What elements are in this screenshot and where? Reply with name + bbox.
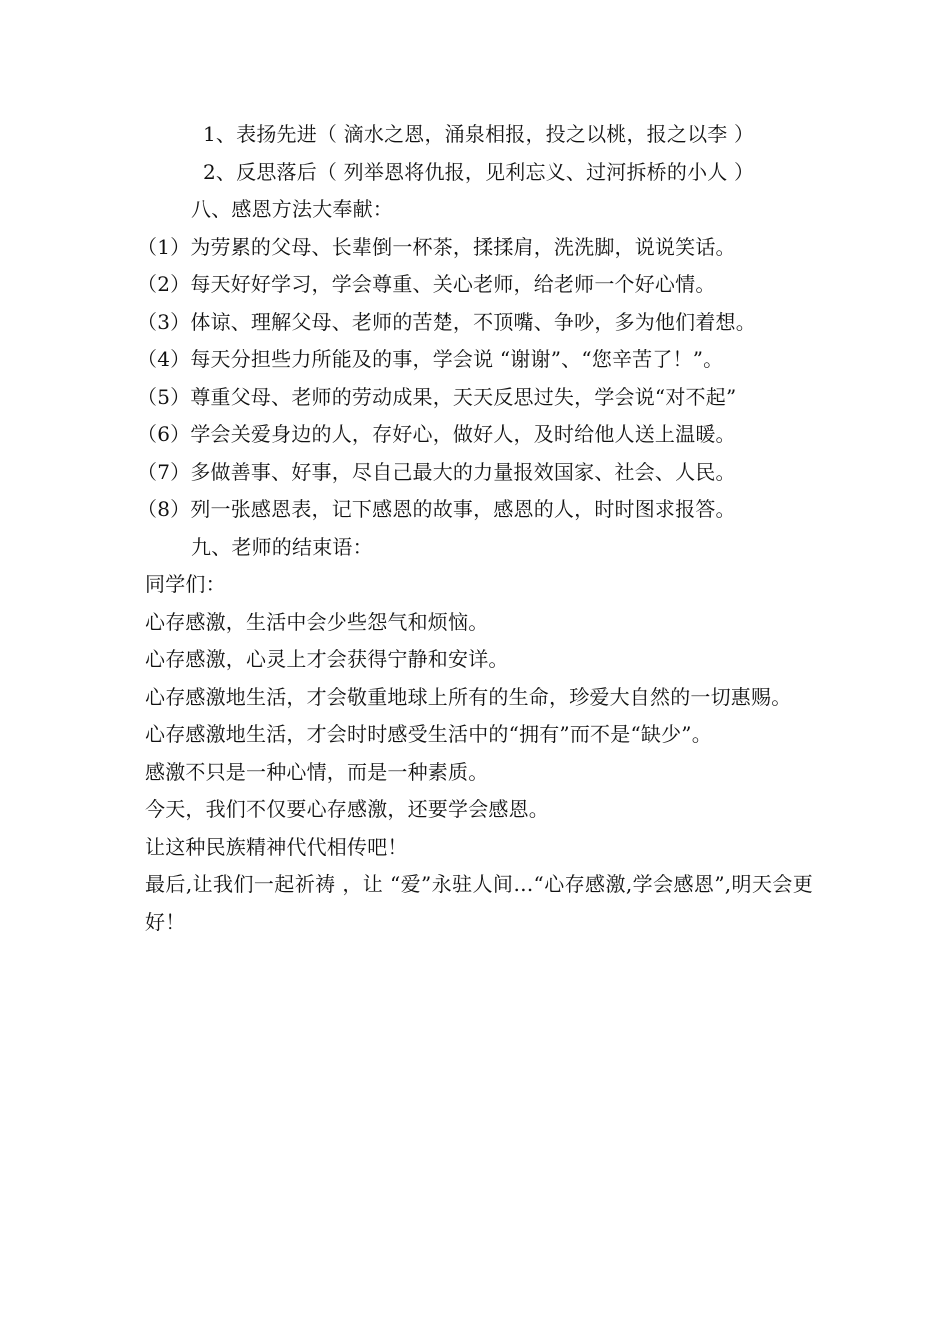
method-item: （1）为劳累的父母、长辈倒一杯茶，揉揉肩，洗洗脚，说说笑话。 [137,234,736,259]
method-item: （5）尊重父母、老师的劳动成果，天天反思过失，学会说“对不起” [137,384,737,409]
method-item: （4）每天分担些力所能及的事，学会说 “谢谢”、“您辛苦了！”。 [137,347,724,371]
section-9-heading: 九、老师的结束语： [191,534,373,559]
section-8-heading: 八、感恩方法大奉献： [191,197,393,221]
closing-line: 最后,让我们一起祈祷 ，让 “爱”永驻人间…“心存感激,学会感恩”,明天会更好！ [145,872,813,934]
method-item: （7）多做善事、好事，尽自己最大的力量报效国家、社会、人民。 [137,459,736,484]
closing-line: 心存感激，心灵上才会获得宁静和安详。 [145,647,509,671]
method-item: （8）列一张感恩表，记下感恩的故事，感恩的人，时时图求报答。 [137,497,736,521]
method-item: （2）每天好好学习，学会尊重、关心老师，给老师一个好心情。 [137,272,716,296]
method-item: （3）体谅、理解父母、老师的苦楚，不顶嘴、争吵，多为他们着想。 [137,309,756,334]
closing-line: 心存感激地生活，才会时时感受生活中的“拥有”而不是“缺少”。 [145,722,712,746]
praise-item-1: 1、表扬先进（ 滴水之恩，涌泉相报，投之以桃，报之以李 ） [203,122,755,146]
closing-line: 心存感激，生活中会少些怨气和烦恼。 [145,609,489,634]
closing-line: 同学们： [145,572,226,596]
praise-item-2: 2、反思落后（ 列举恩将仇报，见利忘义、过河拆桥的小人 ） [203,159,755,184]
closing-line: 让这种民族精神代代相传吧！ [145,834,408,859]
method-item: （6）学会关爱身边的人，存好心，做好人，及时给他人送上温暖。 [137,422,736,446]
closing-line: 感激不只是一种心情，而是一种素质。 [145,759,489,784]
closing-line: 今天，我们不仅要心存感激，还要学会感恩。 [145,797,549,821]
closing-line: 心存感激地生活，才会敬重地球上所有的生命，珍爱大自然的一切惠赐。 [145,684,792,709]
document-body [137,116,813,941]
